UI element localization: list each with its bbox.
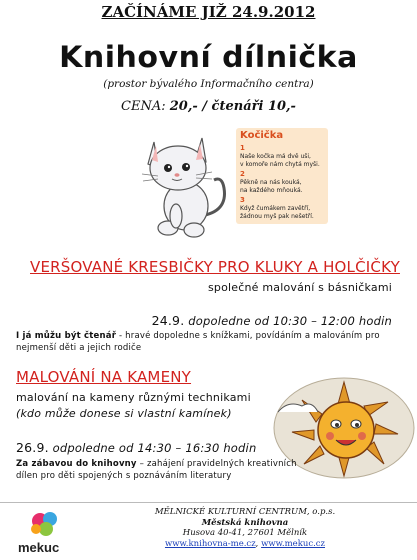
verse-line: Naše kočka má dvě uši, xyxy=(240,153,311,160)
library-name: Městská knihovna xyxy=(201,517,289,528)
event-description xyxy=(16,330,396,354)
event-name: Za zábavou do knihovny xyxy=(16,459,137,469)
section-text: malování na kameny různými technikami xyxy=(16,391,251,404)
subtitle: (prostor bývalého Informačního centra) xyxy=(103,78,314,90)
event-detail: – zahájení pravidelných kreativních dílen pro děti spojených s poznáváním literatury xyxy=(16,459,297,481)
library-website-link[interactable]: www.knihovna-me.cz xyxy=(164,538,256,549)
event-time: odpoledne od 14:30 – 16:30 hodin xyxy=(52,441,257,455)
event-date: 26.9. xyxy=(16,440,49,455)
page-title: Knihovní dílnička xyxy=(59,40,358,75)
mekuc-website-link[interactable]: www.mekuc.cz xyxy=(261,538,326,549)
event-detail: - hravé dopoledne s knížkami, povídáním a malováním pro nejmenší děti a jejich rodiče xyxy=(16,331,380,353)
footer-divider xyxy=(0,502,417,503)
event-time: dopoledne od 10:30 – 12:00 hodin xyxy=(188,314,392,328)
footer-contact xyxy=(95,507,395,549)
top-title: ZAČÍNÁME JIŽ 24.9.2012 xyxy=(101,3,316,21)
verse-line: na každého mňouká. xyxy=(240,187,303,194)
poem-title: Kočička xyxy=(240,130,284,141)
section-note: (kdo může donese si vlastní kamínek) xyxy=(16,407,232,420)
verse-line: Pěkně na nás kouká, xyxy=(240,179,302,186)
event-description xyxy=(16,458,316,482)
verse-number: 1 xyxy=(240,144,245,152)
verse-number: 2 xyxy=(240,170,245,178)
event-datetime xyxy=(0,313,392,328)
section-heading-rhymed-drawings: VERŠOVANÉ KRESBIČKY PRO KLUKY A HOLČIČKY xyxy=(30,258,400,276)
price-value: 20,- / čtenáři 10,- xyxy=(169,99,296,114)
event-datetime xyxy=(16,440,256,455)
price-label: CENA: xyxy=(121,99,166,114)
address: Husova 40-41, 27601 Mělník xyxy=(182,528,308,538)
event-name: I já můžu být čtenář xyxy=(16,331,117,341)
poem-card xyxy=(236,128,328,224)
verse-line: žádnou myš pak nešetří. xyxy=(240,213,314,220)
verse-line: v komoře nám chytá myši. xyxy=(240,161,320,168)
organization-name: MĚLNICKÉ KULTURNÍ CENTRUM, o.p.s. xyxy=(154,507,336,517)
price-line xyxy=(0,99,417,114)
verse-line: Když čumákem zavětří, xyxy=(240,205,311,212)
event-date: 24.9. xyxy=(151,313,185,328)
verse-number: 3 xyxy=(240,196,245,204)
logo-text: mekuc xyxy=(18,540,60,555)
link-separator: , xyxy=(255,538,262,549)
section-subheading: společné malování s básničkami xyxy=(207,281,392,294)
cat-illustration xyxy=(128,124,238,242)
section-heading-stone-painting: MALOVÁNÍ NA KAMENY xyxy=(16,368,192,386)
